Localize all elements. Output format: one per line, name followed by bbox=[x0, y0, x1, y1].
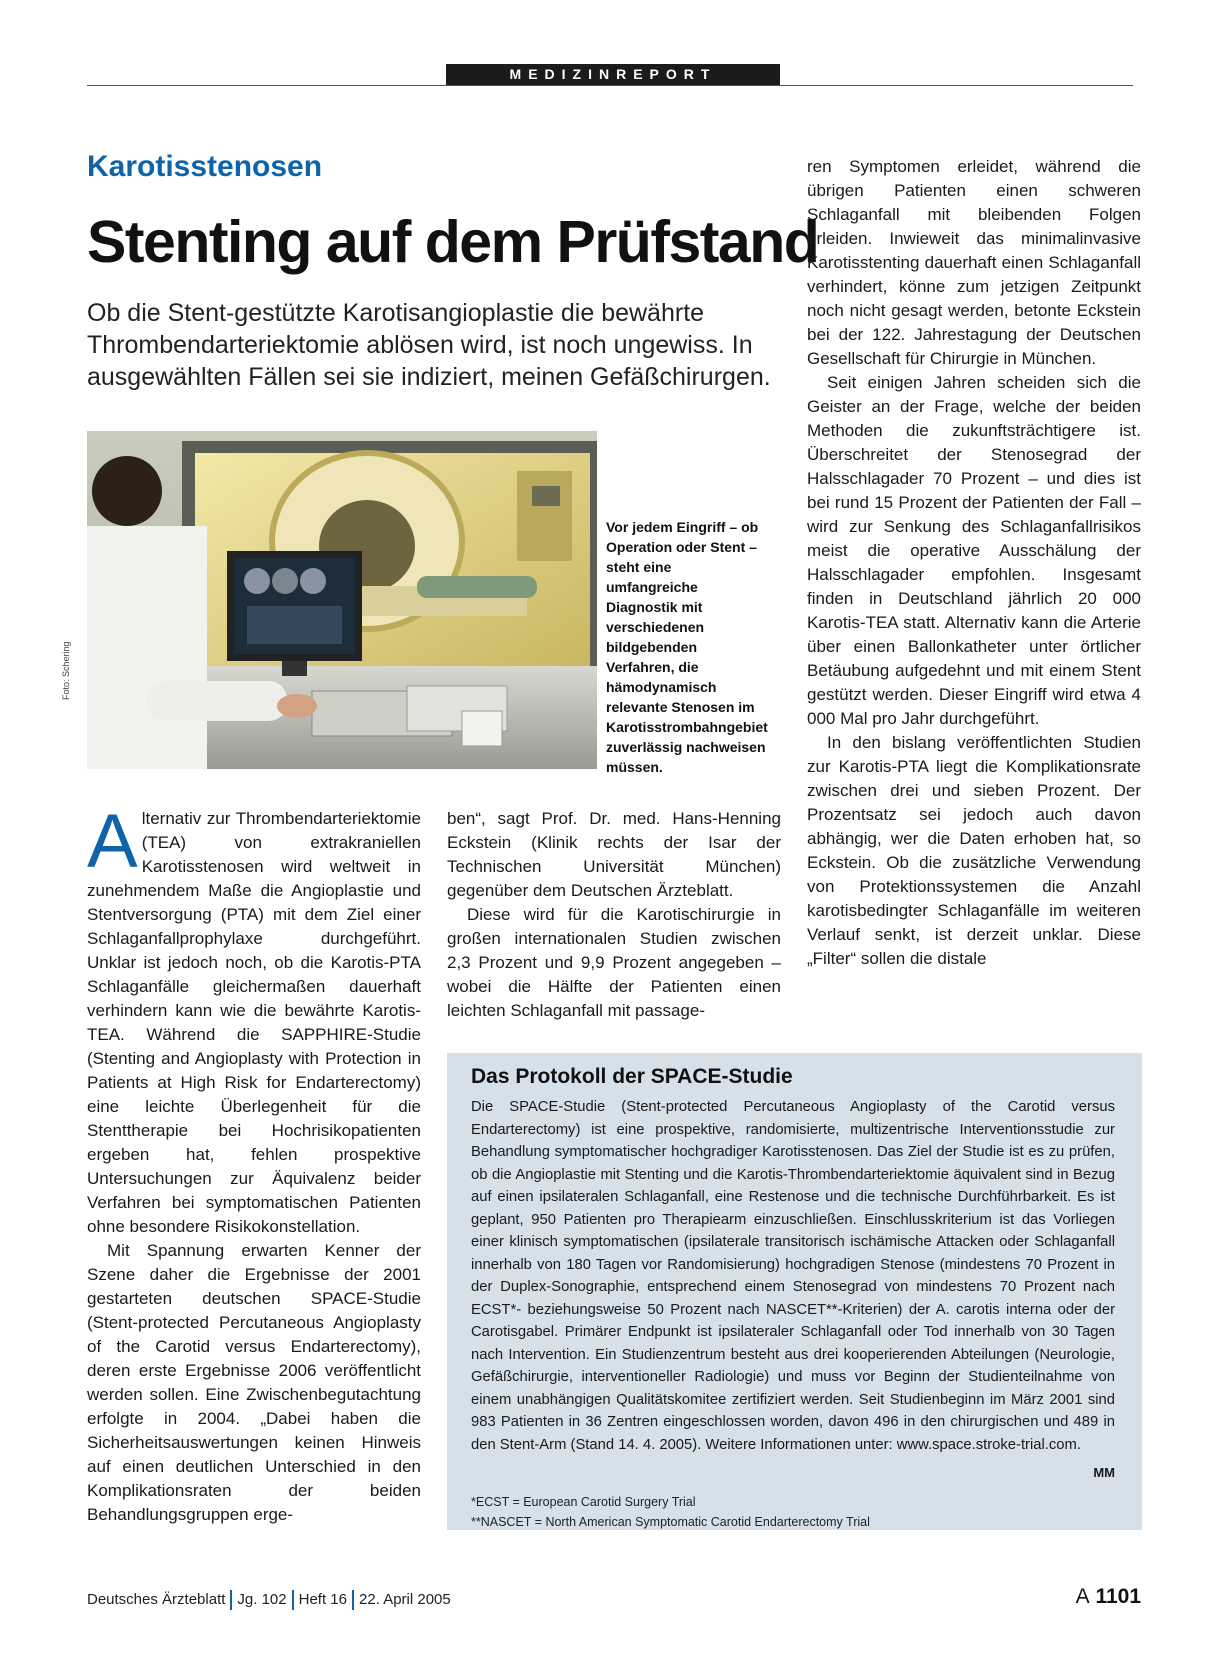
paragraph: Seit einigen Jahren scheiden sich die Geister an der Frage, welche der beiden Methoden die zukunftsträchtigere ist. Überschreitet der Stenosegrad der Halsschlagader 70 Prozent – und dies ist bei rund 15 Prozent der Patienten der Fall – wird zur Senkung des Schlaganfallrisikos meist die operative Ausschälung der Halsschlagader empfohlen. Insgesamt finden in Deutschland jährlich 20 000 Karotis-TEA statt. Alternativ kann die Arterie über einen Ballonkatheter unter örtlicher Betäubung aufgedehnt und mit einem Stent gestützt werden. Dieser Eingriff wird etwa 4 000 Mal pro Jahr durchgeführt. bbox=[807, 373, 1141, 728]
separator bbox=[352, 1590, 354, 1610]
article-title: Stenting auf dem Prüfstand bbox=[87, 209, 819, 275]
header-rule bbox=[87, 85, 1133, 86]
page-number bbox=[1076, 1585, 1141, 1609]
issue: Heft 16 bbox=[298, 1590, 347, 1608]
photo-credit: Foto: Schering bbox=[61, 641, 71, 700]
footnote: **NASCET = North American Symptomatic Carotid Endarterectomy Trial bbox=[471, 1515, 870, 1529]
info-box bbox=[447, 1053, 1142, 1530]
photo-caption: Vor jedem Eingriff – ob Operation oder Stent – steht eine umfangreiche Diagnostik mit verschiedenen bildgebenden Verfahren, die hämodynamisch relevante Stenosen im Karotisstrombahngebiet zuverlässig nachweisen müssen. bbox=[606, 519, 768, 775]
author-signature: MM bbox=[1093, 1465, 1115, 1480]
issue-date: 22. April 2005 bbox=[359, 1590, 451, 1608]
footnote: *ECST = European Carotid Surgery Trial bbox=[471, 1495, 696, 1509]
article-kicker: Karotisstenosen bbox=[87, 150, 323, 183]
page-prefix: A bbox=[1075, 1585, 1090, 1608]
journal-name: Deutsches Ärzteblatt bbox=[87, 1590, 226, 1608]
article-lead: Ob die Stent-gestützte Karotisangioplastie die bewährte Thrombendarteriektomie ablösen wird, ist noch ungewiss. In ausgewählten Fällen sei sie indiziert, meinen Gefäßchirurgen. bbox=[87, 299, 771, 391]
volume: Jg. 102 bbox=[237, 1590, 287, 1608]
page-number-value: 1101 bbox=[1095, 1585, 1141, 1608]
separator bbox=[230, 1590, 232, 1610]
paragraph: ren Symptomen erleidet, während die übrigen Patienten einen schweren Schlaganfall mit bleibenden Folgen erleiden. Inwieweit das minimalinvasive Karotisstenting dauerhaft einen Schlaganfall verhindert, könne zum jetzigen Zeitpunkt noch nicht gesagt werden, betonte Eckstein bei der 122. Jahrestagung der Deutschen Gesellschaft für Chirurgie in München. bbox=[807, 157, 1141, 368]
article-column-2 bbox=[447, 807, 781, 1023]
paragraph: ben“, sagt Prof. Dr. med. Hans-Henning Eckstein (Klinik rechts der Isar der Technischen Universität München) gegenüber dem Deutschen Ärzteblatt. bbox=[447, 809, 781, 900]
info-box-text: Die SPACE-Studie (Stent-protected Percutaneous Angioplasty of the Carotid versus Endarterectomy) ist eine prospektive, randomisierte, multizentrische Interventionsstudie zur Behandlung symptomatischer hochgradiger Karotisstenosen. Das Ziel der Studie ist es zu prüfen, ob die Angioplastie mit Stenting und die Karotis-Thrombendarteriektomie äquivalent sind in Bezug auf einen ipsilateralen Schlaganfall, eine Restenose und die technische Durchführbarkeit. Es ist geplant, 950 Patienten pro Therapiearm einzuschließen. Einschlusskriterium ist das Vorliegen einer klinisch symptomatischen (ipsilaterale transitorisch ischämische Attacken oder Schlaganfall innerhalb von 180 Tagen vor Randomisierung) hochgradigen Stenose (mindestens 70 Prozent in der Duplex-Sonographie, entsprechend einem Stenosegrad von mindestens 70 Prozent nach ECST*- beziehungsweise 50 Prozent nach NASCET**-Kriterien) der A. carotis interna oder der Carotisgabel. Primärer Endpunkt ist ipsilateraler Schlaganfall oder Tod innerhalb von 30 Tagen nach Intervention. Ein Studienzentrum besteht aus drei kooperierenden Abteilungen (Neurologie, Gefäßchirurgie, interventioneller Radiologie) und muss vor Beginn der Studienteilnahme von einem unabhängigen Qualitätskomitee zertifiziert werden. Seit Studienbeginn im März 2001 sind 983 Patienten in 36 Zentren eingeschlossen worden, davon 496 in den chirurgischen und 489 in den Stent-Arm (Stand 14. 4. 2005). Weitere Informationen unter: www.space.stroke-trial.com. bbox=[471, 1099, 1115, 1453]
article-photo bbox=[87, 431, 597, 769]
section-label: MEDIZINREPORT bbox=[446, 64, 780, 85]
paragraph: In den bislang veröffentlichten Studien zur Karotis-PTA liegt die Komplikationsrate zwischen drei und sieben Prozent. Der Prozentsatz sei jedoch auch davon abhängig, wer die Daten erhoben hat, so Eckstein. Ob die zusätzliche Verwendung von Protektionssystemen die Anzahl karotisbedingter Schlaganfälle im weiteren Verlauf senkt, ist derzeit unklar. Diese „Filter“ sollen die distale bbox=[807, 733, 1141, 968]
paragraph: Mit Spannung erwarten Kenner der Szene daher die Ergebnisse der 2001 gestarteten deutschen SPACE-Studie (Stent-protected Percutaneous Angioplasty of the Carotid versus Endarterectomy), deren erste Ergebnisse 2006 veröffentlicht werden sollen. Eine Zwischenbegutachtung erfolgte in 2004. „Dabei haben die Sicherheitsauswertungen keinen Hinweis auf einen deutlichen Unterschied in den Komplikationsraten der beiden Behandlungsgruppen erge- bbox=[87, 1241, 421, 1524]
paragraph: lternativ zur Thrombendarteriektomie (TEA) von extrakraniellen Karotisstenosen wird weltweit in zunehmendem Maße die Angioplastie und Stentversorgung (PTA) mit dem Ziel einer Schlaganfallprophylaxe durchgeführt. Unklar ist jedoch noch, ob die Karotis-PTA Schlaganfälle gleichermaßen dauerhaft verhindern kann wie die bewährte Karotis-TEA. Während die SAPPHIRE-Studie (Stenting and Angioplasty with Protection in Patients at High Risk for Endarterectomy) eine leichte Überlegenheit für die Stenttherapie bei Hochrisikopatienten ergeben hat, fehlen prospektive Untersuchungen zur Äquivalenz beider Verfahren bei symptomatischen Patienten ohne besondere Risikokonstellation. bbox=[87, 809, 421, 1236]
article-column-3 bbox=[807, 155, 1141, 971]
article-column-1 bbox=[87, 799, 421, 1527]
footer-citation bbox=[87, 1590, 451, 1610]
separator bbox=[292, 1590, 294, 1610]
paragraph: Diese wird für die Karotischirurgie in großen internationalen Studien zwischen 2,3 Prozent und 9,9 Prozent angegeben – wobei die Hälfte der Patienten einen leichten Schlaganfall mit passage- bbox=[447, 905, 781, 1020]
drop-cap: A bbox=[87, 799, 138, 884]
info-box-title: Das Protokoll der SPACE-Studie bbox=[471, 1065, 793, 1088]
